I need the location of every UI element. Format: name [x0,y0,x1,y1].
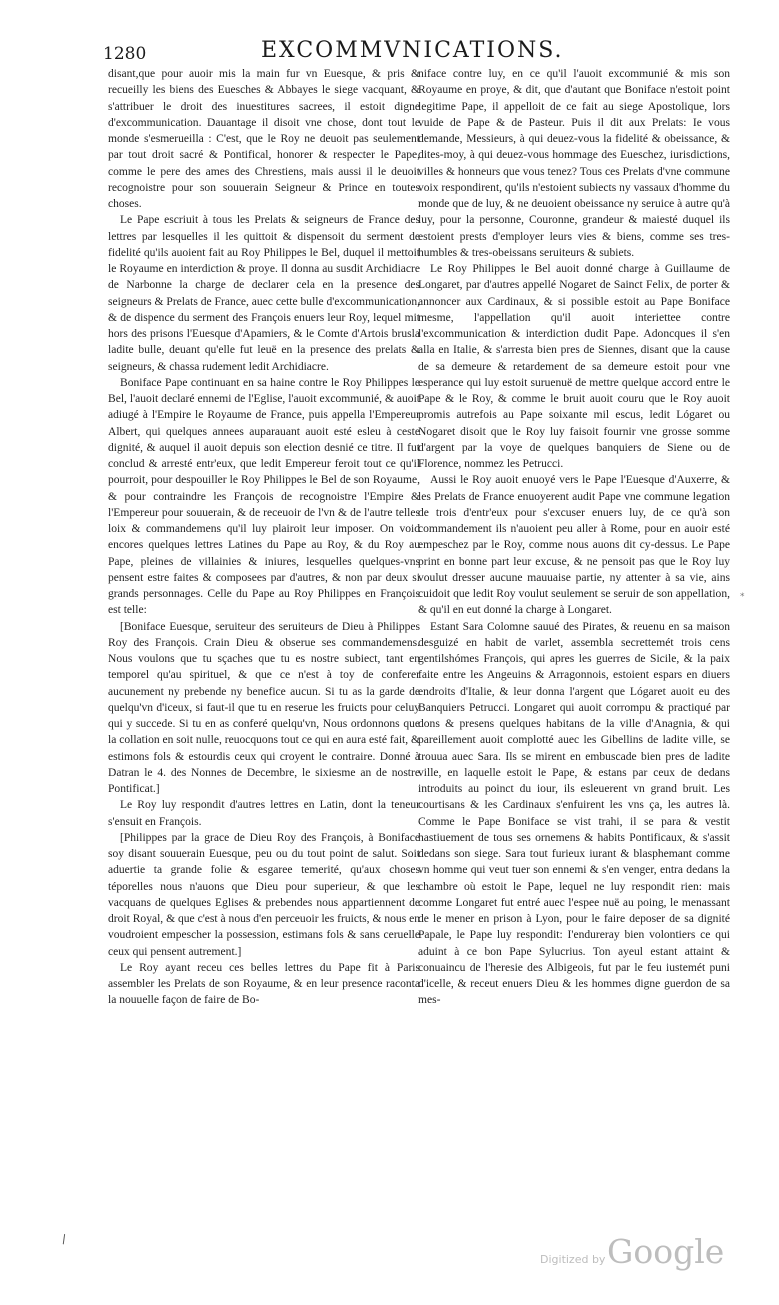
running-title: EXCOMMVNICATIONS. [261,38,564,63]
paragraph: [Philippes par la grace de Dieu Roy des François, à Boniface soy disant souuerain Euesque, peu ou du tout point de salut. Soit aduertie ta grande folie & esgaree temerité, qu'aux choses téporelles nous n'auons que Dieu pour superieur, & que les vacquans de quelques Eglises & prebendes nous appartiennent de droit Royal, & que c'est à nous d'en perceuoir les fruicts, & nous en voudroient empescher la possession, estimans fols & sans ceruelle ceux qui pensent autrement.] [108,831,420,958]
paragraph: disant,que pour auoir mis la main fur vn Euesque, & pris & recueilly les biens des Euesches & Abbayes le siege vacquant, & s'attribuer le droit des inuestitures sacrees, il estoit digne d'excommunication. Dauantage il disoit vne chose, dont tout le monde s'esmerueilla : C'est, que le Roy ne deuoit pas seulement par tout droit sacré & Pontifical, honorer & respecter le Pape, comme le pere des ames des Chrestiens, mais aussi il le deuoit recognoistre pour son souuerain Seigneur & Prince en toutes choses. [108,68,420,210]
paragraph: Boniface Pape continuant en sa haine contre le Roy Philippes le Bel, l'auoit declaré ennemi de l'Eglise, l'auoit excommunié, & auoit adiugé à l'Empire le Royaume de France, puis appella l'Empereur Albert, qui quelques annees auparauant auoit esté esleu à ceste dignité, & auquel il auoit depuis son election desnié ce titre. Il fut conclud & arresté entr'eux, que ledit Empereur feroit tout ce qu'il pourroit, pour despouiller le Roy Philippes le Bel de son Royaume, & pour contraindre les François de recognoistre l'Empire & l'Empereur pour souuerain, & de receuoir de l'vn & de l'autre telles loix & commandemens qu'il luy plairoit leur imposer. On void encores quelques lettres Latines du Pape au Roy, & du Roy au Pape, pleines de villainies & iniures, lesquelles quelques-vns pensent estre faites & composees par d'autres, & non par deux si grands personnages. Celle du Pape au Roy Philippes en François est telle: [108,376,420,617]
paragraph: [Boniface Euesque, seruiteur des seruiteurs de Dieu à Philippes Roy des François. Crain Dieu & obserue ses commandemens. Nous voulons que tu sçaches que tu es nostre subiect, tant en temporel qu'au spirituel, & que ce n'est à toy de conferer aucunement ny prebende ny benefice aucun. Si tu as la garde de quelqu'vn d'iceux, si faut-il que tu en reserue les fruicts pour celuy qui y succede. Si tu en as conferé quelqu'vn, Nous ordonnons que la collation en soit nulle, reuocquons tout ce qui en aura esté fait, & estimons fols & estourdis ceux qui croyent le contraire. Donné à Datran le 4. des Nonnes de Decembre, le sixiesme an de nostre Pontificat.] [108,620,420,795]
paragraph: Aussi le Roy auoit enuoyé vers le Pape l'Euesque d'Auxerre, & les Prelats de France enuoyerent audit Pape vne commune legation de trois d'entr'eux pour s'excuser enuers luy, de ce qu'à son commandement ils n'auoient peu aller à Rome, pour en auoir esté empeschez par le Roy, comme nous auons dit cy-dessus. Le Pape print en bonne part leur excuse, & ne pensoit pas que le Roy luy voulut dresser aucune mauuaise partie, ny attenter à sa vie, ains cuidoit que ledit Roy voulut seulement se seruir de son appellation, & qu'il en eut donné la charge à Longaret. [418,474,730,617]
paragraph: Le Pape escriuit à tous les Prelats & seigneurs de France des lettres par lesquelles il les quittoit & dispensoit du serment de fidelité qu'ils auoient fait au Roy Philippes le Bel, duquel il mettoit le Royaume en interdiction & proye. Il donna au susdit Archidiacre de Narbonne la charge de declarer cela en la presence des seigneurs & Prelats de France, auec cette bulle d'excommunication, & de dispence du serment des François enuers leur Roy, lequel mit hors des prisons l'Euesque d'Apamiers, & le Comte d'Artois brusla ladite bulle, deuant qu'elle fut leuë en la presence des prelats & seigneurs, & chassa rudement ledit Archidiacre. [108,214,420,373]
google-logo: Google [607,1232,725,1271]
page-number: 1280 [103,44,147,64]
margin-mark-right: * [740,592,745,602]
watermark-prefix: Digitized by [540,1253,606,1266]
margin-mark-left: \ [59,1231,69,1247]
paragraph: Le Roy Philippes le Bel auoit donné charge à Guillaume de Longaret, par d'autres appellé Nogaret de Sainct Felix, de porter & annoncer aux Cardinaux, & si possible estoit au Pape Boniface mesme, l'appellation qu'il auoit interiettee contre l'excommunication & interdiction dudit Pape. Adoncques il s'en alla en Italie, & s'arresta bien pres de Siennes, disant que la cause de sa demeure & retardement de sa demeure estoit pour vne esperance qui luy estoit suruenuë de mettre quelque accord entre le Pape & le Roy, & comme le bruit auoit couru que le Roy auoit promis autrefois au Pape soixante mil escus, ledit Lógaret ou Nogaret disoit que le Roy luy faisoit fournir vne grosse somme d'argent par la voye de quelques banquiers de Siene ou de Florence, nommez les Petrucci. [418,263,730,470]
left-column [108,66,420,1216]
paragraph: niface contre luy, en ce qu'il l'auoit excommunié & mis son Royaume en proye, & dit, que d'autant que Boniface n'estoit point legitime Pape, il appelloit de ce fait au siege Apostolique, lors vuide de Pape & de Pasteur. Puis il dit aux Prelats: Ie vous demande, Messieurs, à qui deuez-vous la fidelité & obeissance, & dites-moy, à qui deuez-vous hommage des Eueschez, iurisdictions, villes & honneurs que vous tenez? Tous ces Prelats d'vne commune voix respondirent, qu'ils n'estoient subiects ny vassaux d'homme du monde que de luy, & ne deuoient obeissance ny seruice à autre qu'à luy, pour la personne, Couronne, grandeur & maiesté duquel ils estoient prests d'employer leurs vies & biens, comme ses tres-humbles & tres-obeissans seruiteurs & subiets. [418,68,730,259]
page-header [103,38,723,68]
paragraph: Le Roy ayant receu ces belles lettres du Pape fit à Paris assembler les Prelats de son Royaume, & en leur presence raconta la nouuelle façon de faire de Bo- [108,961,420,1007]
paragraph: Estant Sara Colomne sauué des Pirates, & reuenu en sa maison desguizé en habit de varlet, assembla secrettemét trois cens gentilshómes François, qui apres les guerres de Sicile, & la paix faite entre les Angeuins & Arragonnois, estoient espars en diuers endroits d'Italie, & leur donna l'argent que Lógaret auoit eu des Banquiers Petrucci. Longaret qui auoit corrompu & practiqué par dons & presens quelques habitans de la ville d'Anagnia, & qui pareillement auoit complotté auec les Gibellins de ladite ville, se trouua auec Sara. Ils se mirent en embuscade bien pres de ladite ville, en laquelle estoit le Pape, & estans par ceux de dedans introduits au poinct du iour, ils esleuerent vn grand bruit. Les courtisans & les Cardinaux s'enfuirent les vns ça, les autres là. Comme le Pape Boniface se vist trahi, il se para & vestit hastiuement de tous ses ornemens & habits Pontificaux, & s'assit dedans son siege. Sara tout furieux iurant & blasphemant comme vn homme qui veut tuer son ennemi & s'en venger, entra dedans la chambre où estoit le Pape, lequel ne luy respondit rien: mais comme Longaret fut entré auec l'espee nuë au poing, le menassant de le mener en prison à Lyon, pour le faire deposer de sa dignité Papale, le Pape luy respondit: I'endureray bien volontiers ce qui aduint à ce bon Pape Sylucrius. Ton ayeul estant attaint & conuaincu de l'heresie des Albigeois, fut par le feu iustemét puni d'icelle, & receut enuers Dieu & les hommes digne guerdon de sa mes- [418,620,730,1007]
digitization-watermark [540,1232,725,1282]
right-column [418,66,730,1216]
paragraph: Le Roy luy respondit d'autres lettres en Latin, dont la teneur s'ensuit en François. [108,799,420,828]
